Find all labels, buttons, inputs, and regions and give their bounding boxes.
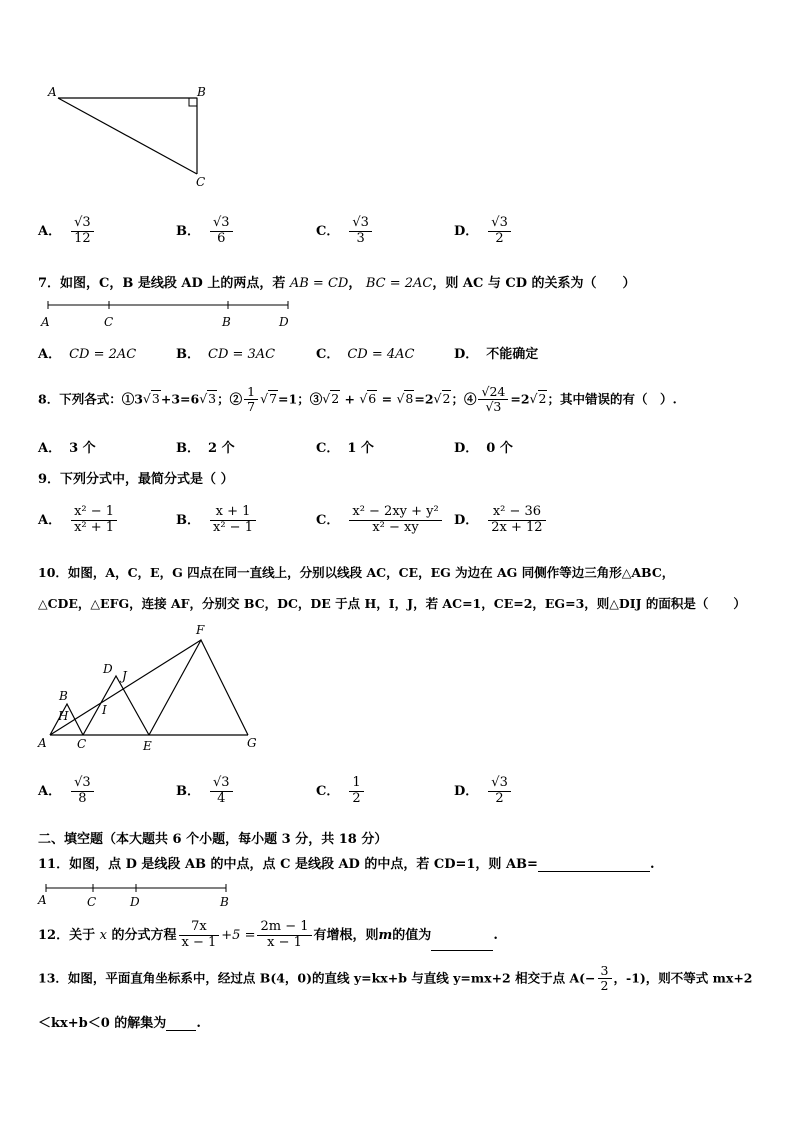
q6-label-b: B — [197, 85, 206, 99]
q11-stem: 11．如图，点 D 是线段 AB 的中点，点 C 是线段 AD 的中点，若 CD=1，则 AB= . — [38, 857, 655, 872]
q13-stem-line1: 13．如图，平面直角坐标系中，经过点 B(4，0)的直线 y=kx+b 与直线 y=mx+2 相交于点 A(− $\frac{3}{2}$ ，-1)，则不等式 mx+2 — [38, 963, 753, 994]
q11-label-a: A — [38, 893, 47, 907]
q10-option-b: B． $\frac{√3}{4}$ — [176, 776, 235, 807]
q7-option-c: C． CD = 4AC — [316, 347, 415, 362]
q9-stem: 9．下列分式中，最简分式是（ ） — [38, 472, 234, 487]
q6-option-c: C． $\frac{√3}{3}$ — [316, 216, 374, 247]
q10-option-c: C． $\frac{1}{2}$ — [316, 776, 366, 807]
q10-label-h: H — [58, 709, 69, 723]
q7-option-a: A． CD = 2AC — [38, 347, 137, 362]
q7-stem: 7．如图，C，B 是线段 AD 上的两点，若 AB = CD， BC = 2AC，则 AC 与 CD 的关系为（ ） — [38, 276, 636, 291]
q10-stem-line2: △CDE，△EFG，连接 AF，分别交 BC，DC，DE 于点 H，I，J，若 AC=1，CE=2，EG=3，则△DIJ 的面积是（ ） — [38, 596, 746, 611]
q13-stem-line2: ＜kx+b＜0 的解集为 . — [38, 1016, 201, 1031]
q10-triangles-figure — [36, 620, 266, 755]
q12-stem: 12．关于 x 的分式方程 $\frac{7x}{x - 1}$ +5 = $\frac{2m - 1}{x - 1}$ 有增根，则m的值为 . — [38, 919, 498, 950]
q11-segment-figure — [36, 880, 236, 910]
q10-label-c: C — [77, 737, 87, 751]
q10-label-g: G — [247, 736, 257, 750]
q9-option-d: D． $\frac{\text{x² − 36}}{2x + 12}$ — [454, 505, 548, 536]
q6-option-b: B． $\frac{√3}{6}$ — [176, 216, 235, 247]
q9-option-a: A． $\frac{\text{x² − 1}}{\text{x² + 1}}$ — [38, 505, 119, 536]
q9-option-c: C． $\frac{\text{x² − 2xy + y²}}{\text{x² − xy}}$ — [316, 505, 444, 536]
q10-label-f: F — [196, 623, 205, 637]
q12-answer-blank[interactable] — [431, 936, 493, 951]
section-fill-in-heading: 二、填空题（本大题共 6 个小题，每小题 3 分，共 18 分） — [38, 832, 388, 847]
q10-label-j: J — [122, 669, 127, 683]
q8-stem: 8．下列各式：①3√3+3=6√3；② $\frac{1}{7}$ √7=1；③√2 + √6 = √8=2√2；④ $\frac{√24}{√3}$ =2√2；其中错误的有（ ）. — [38, 384, 677, 415]
q10-label-a: A — [38, 736, 47, 750]
q7-label-d: D — [279, 315, 289, 329]
q7-label-b: B — [222, 315, 231, 329]
q11-answer-blank[interactable] — [538, 857, 650, 872]
q7-label-a: A — [41, 315, 50, 329]
q8-option-b: B． 2 个 — [176, 441, 235, 456]
q10-option-a: A． $\frac{√3}{8}$ — [38, 776, 96, 807]
q10-label-i: I — [102, 703, 107, 717]
q10-label-d: D — [103, 662, 113, 676]
q6-label-a: A — [48, 85, 57, 99]
q10-option-d: D． $\frac{√3}{2}$ — [454, 776, 513, 807]
q8-option-a: A． 3 个 — [38, 441, 96, 456]
q9-option-b: B． $\frac{x + 1}{\text{x² − 1}}$ — [176, 505, 258, 536]
q6-label-c: C — [196, 175, 206, 189]
q11-label-c: C — [87, 895, 97, 909]
q6-triangle-figure — [40, 80, 220, 190]
q13-answer-blank[interactable] — [166, 1016, 196, 1031]
q11-label-d: D — [130, 895, 140, 909]
q7-segment-figure — [38, 296, 298, 332]
q7-label-c: C — [104, 315, 114, 329]
q7-option-b: B． CD = 3AC — [176, 347, 276, 362]
q8-option-d: D． 0 个 — [454, 441, 513, 456]
q10-stem-line1: 10．如图，A，C，E，G 四点在同一直线上，分别以线段 AC，CE，EG 为边在 AG 同侧作等边三角形△ABC， — [38, 565, 675, 580]
q10-label-b: B — [59, 689, 68, 703]
q11-label-b: B — [220, 895, 229, 909]
q6-option-d: D． $\frac{√3}{2}$ — [454, 216, 513, 247]
q6-option-a: A． $\frac{√3}{12}$ — [38, 216, 96, 247]
q8-option-c: C． 1 个 — [316, 441, 374, 456]
q10-label-e: E — [143, 739, 152, 753]
q7-option-d: D． 不能确定 — [454, 347, 539, 362]
